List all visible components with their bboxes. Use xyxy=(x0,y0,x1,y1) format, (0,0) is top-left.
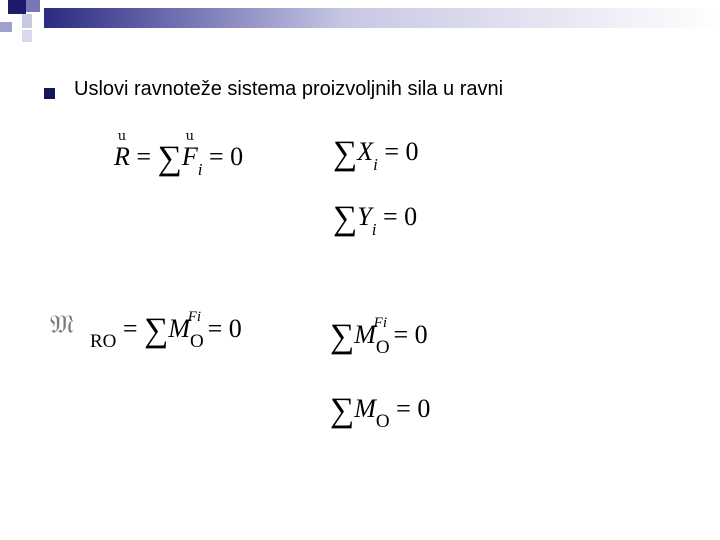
corner-square-mid xyxy=(26,0,40,12)
corner-square-dark xyxy=(8,0,26,14)
equation-resultant-moment: $_{RO} = \sum M_O^{Fi} = 0$ xyxy=(90,309,242,352)
corner-square-light xyxy=(22,14,32,28)
vector-f: ս F xyxy=(181,128,198,171)
equation-resultant-force: ս R = ∑ ս $F_i = 0$ xyxy=(114,128,244,179)
square-bullet-icon xyxy=(44,88,55,99)
slide-title: Uslovi ravnoteže sistema proizvoljnih sila u ravni xyxy=(74,78,504,100)
equation-sum-moments-o: $\sum M_O = 0$ xyxy=(330,392,431,432)
vector-r: ս R xyxy=(114,128,130,171)
equation-sum-moments: $\sum M_O^{Fi} = 0$ xyxy=(330,315,428,358)
equation-sum-y: $\sum Y_i = 0$ xyxy=(333,200,418,239)
moment-symbol: 𝔐 xyxy=(50,310,74,340)
header-gradient-bar xyxy=(44,8,720,28)
equation-sum-x: $\sum X_i = 0$ xyxy=(333,135,419,174)
corner-square-mid-2 xyxy=(0,22,12,32)
corner-square-light-2 xyxy=(22,30,32,42)
